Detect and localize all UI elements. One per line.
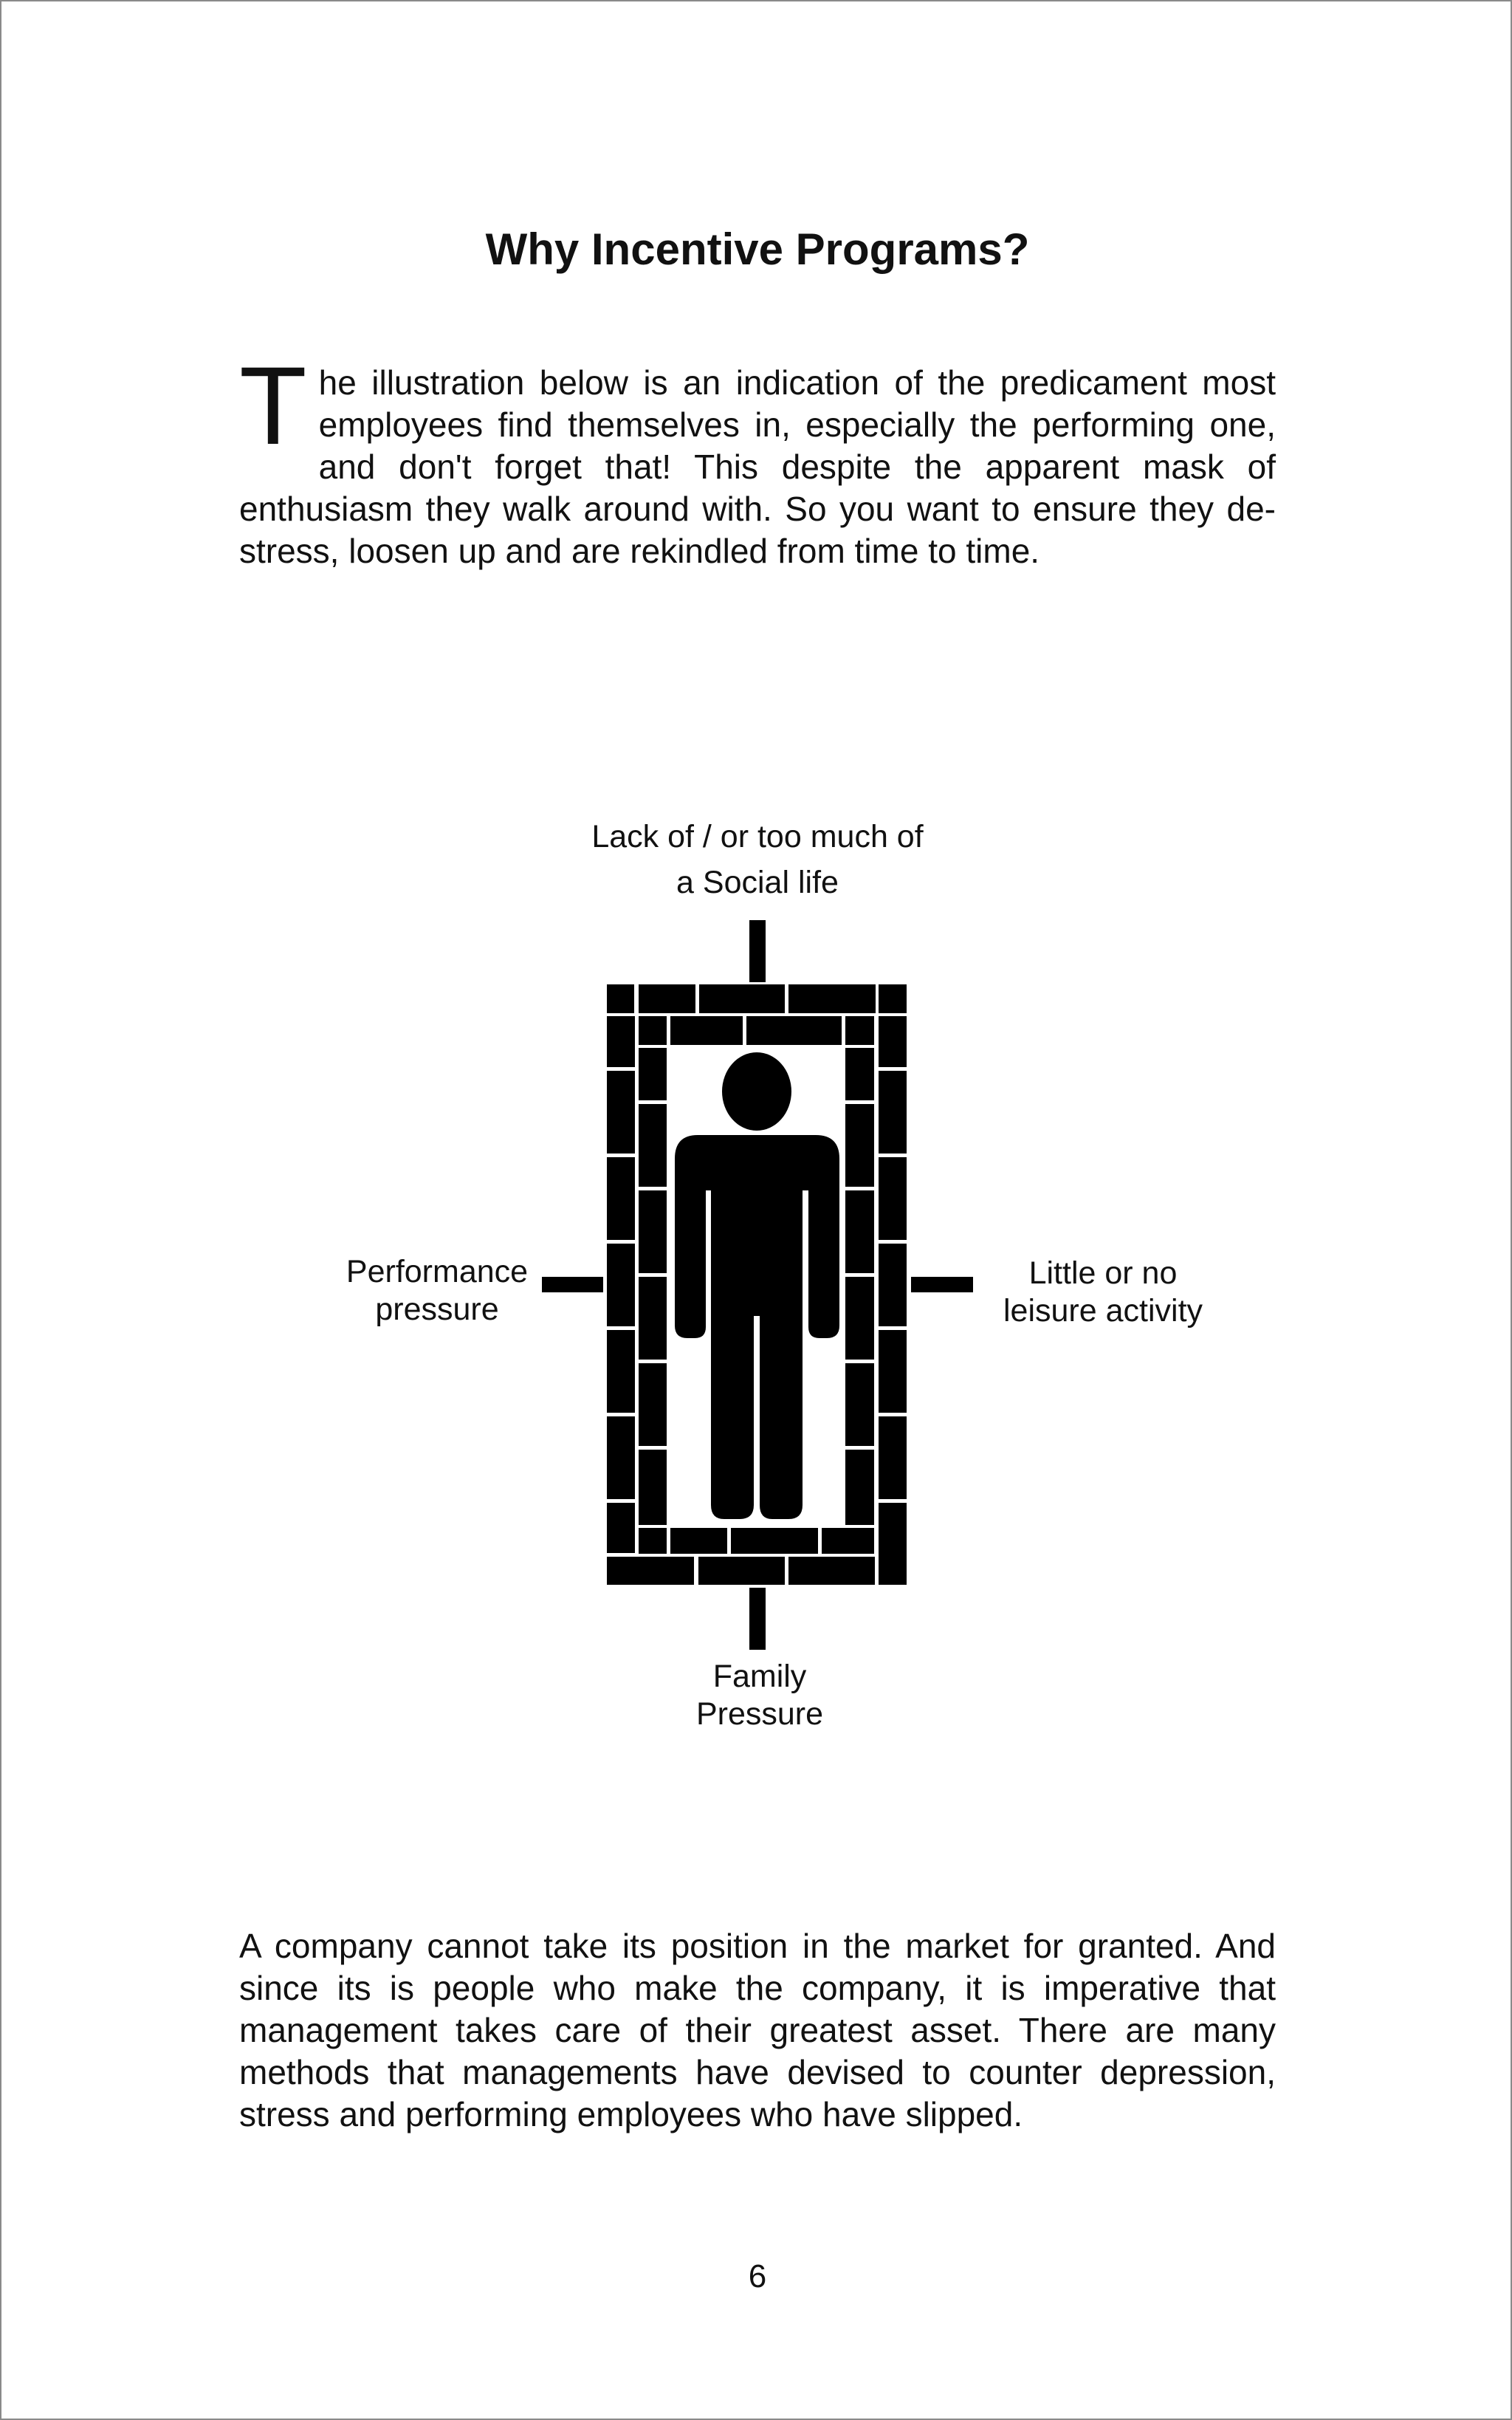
- intro-text: he illustration below is an indication of the predicament most employees find themselves in, especially the performing one, and don't forget that! This despite the apparent mask of enthusiasm they walk around with. So you want to ensure they de-stress, loosen up and are rekindled from time to time.: [239, 363, 1276, 570]
- person-body: [675, 1135, 839, 1519]
- label-social-life: Lack of / or too much of a Social life: [591, 819, 924, 900]
- label-leisure-activity: Little or no leisure activity: [1003, 1255, 1203, 1329]
- closing-paragraph: A company cannot take its position in the market for granted. And since its is people who make the company, it is imperative that management takes care of their greatest asset. There are many methods that managements have devised to counter depression, stress and performing employees who have slipped.: [239, 1927, 1276, 2133]
- page-title: Why Incentive Programs?: [485, 224, 1030, 274]
- label-family-pressure: Family Pressure: [695, 1659, 824, 1732]
- person-head: [722, 1052, 791, 1131]
- page-number: 6: [748, 2258, 767, 2294]
- drop-cap: T: [239, 343, 307, 467]
- person-icon: [675, 1052, 839, 1519]
- top-connector: [749, 920, 766, 982]
- label-performance-pressure: Performance pressure: [346, 1254, 529, 1327]
- walled-in-employee-illustration: [1, 1, 1512, 1811]
- bottom-connector: [749, 1588, 766, 1650]
